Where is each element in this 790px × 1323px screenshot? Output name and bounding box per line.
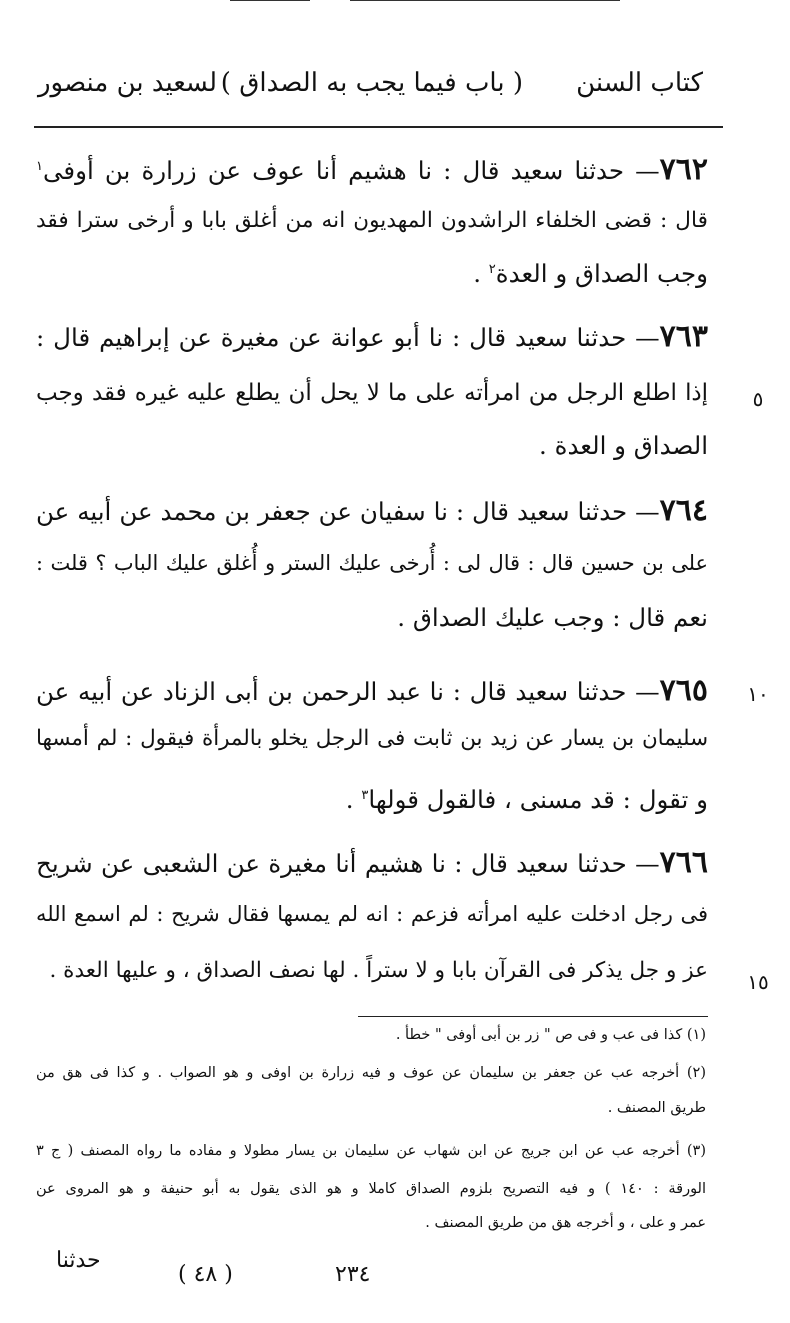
margin-line-number: ١٥ [747, 970, 769, 994]
margin-line-number: ٥ [752, 387, 764, 411]
line-text: قال : قضى الخلفاء الراشدون المهديون انه من أغلق بابا و أرخى سترا فقد [36, 208, 708, 233]
header-chapter-title: ( باب فيما يجب به الصداق ) [220, 68, 523, 98]
hadith-number: ٧٦٦ [659, 845, 708, 880]
text-line [36, 382, 708, 405]
header-author: لسعيد بن منصور [38, 68, 218, 98]
line-text: — حدثنا سعيد قال : نا هشيم أنا عوف عن زرارة بن أوفى [42, 156, 660, 185]
line-text: و تقول : قد مسنى ، فالقول قولها [368, 785, 708, 814]
header-rule [34, 126, 723, 128]
line-text: — حدثنا سعيد قال : نا أبو عوانة عن مغيرة عن إبراهيم قال : [36, 323, 660, 352]
footnote-line: (١) كذا فى عب و فى ص " زر بن أبى أوفى " خطأ . [395, 1027, 706, 1043]
line-text: فى رجل ادخلت عليه امرأته فزعم : انه لم يمسها فقال شريح : لم اسمع الله [36, 902, 708, 926]
line-text: — حدثنا سعيد قال : نا سفيان عن جعفر بن محمد عن أبيه عن [36, 497, 660, 526]
footnote-marker: ٢ [488, 261, 496, 277]
running-header [38, 68, 703, 108]
footnote-line: (٣) أخرجه عب عن ابن جريج عن ابن شهاب عن سليمان بن يسار مطولا و مفاده ما رواه المصنف ( ج ٣ [36, 1143, 706, 1159]
hadith-start-line [36, 319, 708, 354]
line-text: — حدثنا سعيد قال : نا عبد الرحمن بن أبى الزناد عن أبيه عن [36, 677, 660, 706]
hadith-start-line [36, 493, 708, 528]
line-text: عز و جل يذكر فى القرآن بابا و لا ستراً . لها نصف الصداق ، و عليها العدة . [49, 958, 708, 983]
line-text: على بن حسين قال : قال لى : أُرخى عليك الستر و أُغلق عليك الباب ؟ قلت : [36, 551, 708, 575]
text-line [36, 259, 708, 288]
hadith-number: ٧٦٥ [659, 673, 708, 708]
text-line [36, 960, 708, 982]
hadith-number: ٧٦٣ [659, 319, 708, 354]
text-line [36, 431, 708, 460]
hadith-number: ٧٦٤ [659, 493, 708, 528]
top-edge-rule [230, 0, 310, 1]
line-end-punctuation: . [345, 785, 362, 814]
text-line [36, 728, 708, 749]
footnote-line: (٢) أخرجه عب عن جعفر بن سليمان عن عوف و فيه زرارة بن اوفى و هو الصواب . و كذا فى هق من [36, 1065, 706, 1081]
line-text: سليمان بن يسار عن زيد بن ثابت فى الرجل يخلو بالمرأة فيقول : لم أمسها [36, 726, 708, 751]
catchword: حدثنا [56, 1248, 101, 1273]
header-book-title: كتاب السنن [576, 68, 703, 98]
footnote-line: عمر و على ، و أخرجه هق من طريق المصنف . [425, 1215, 706, 1231]
text-line [36, 553, 708, 574]
top-edge-rule [350, 0, 620, 1]
line-text: إذا اطلع الرجل من امرأته على ما لا يحل أن يطلع عليه غيره فقد وجب [36, 380, 708, 406]
footnote-line: طريق المصنف . [607, 1100, 706, 1116]
hadith-start-line [36, 673, 708, 708]
hadith-number: ٧٦٢ [659, 152, 708, 187]
volume-page-number: ( ٤٨ ) [178, 1262, 233, 1287]
footnote-marker: ١ [36, 158, 43, 174]
text-line [36, 904, 708, 925]
text-line [36, 603, 708, 632]
line-text: وجب الصداق و العدة [495, 259, 708, 288]
margin-line-number: ١٠ [747, 682, 769, 706]
footnote-marker: ٣ [361, 787, 369, 803]
text-line [36, 785, 708, 814]
line-text: — حدثنا سعيد قال : نا هشيم أنا مغيرة عن الشعبى عن شريح [36, 849, 660, 878]
hadith-start-line [36, 152, 708, 187]
footnote-line: الورقة : ١٤٠ ) و فيه التصريح بلزوم الصداق كاملا و هو الذى يقول به أبو حنيفة و هو المروى عن [36, 1181, 707, 1197]
line-text: الصداق و العدة . [539, 431, 708, 460]
hadith-start-line [36, 845, 708, 880]
page-number: ٢٣٤ [335, 1262, 371, 1287]
line-end-punctuation: . [473, 259, 489, 288]
line-text: نعم قال : وجب عليك الصداق . [397, 603, 708, 632]
footnote-rule [358, 1016, 708, 1017]
text-line [36, 210, 708, 232]
